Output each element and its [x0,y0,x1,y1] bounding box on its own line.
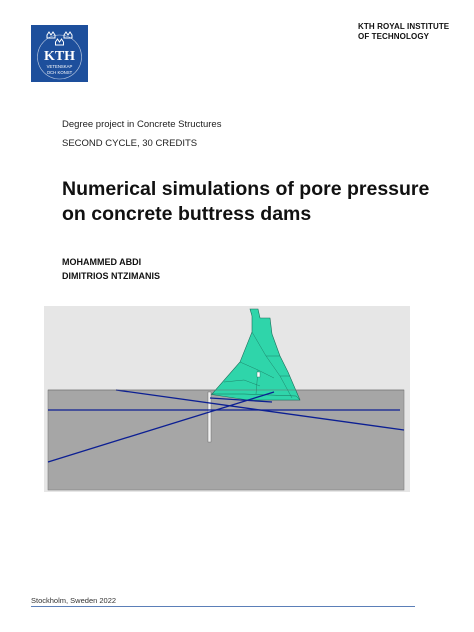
cycle-label: SECOND CYCLE, 30 CREDITS [62,138,198,149]
institution-line1: KTH ROYAL INSTITUTE [358,22,450,31]
footer-rule [31,606,415,607]
institution-line2: OF TECHNOLOGY [358,32,430,41]
dam-gallery [257,372,260,377]
logo-wordmark: KTH [43,49,76,64]
author-list [62,255,160,283]
logo-motto-line1: VETENSKAP [46,64,73,69]
crown-icon [31,25,88,82]
author-name: DIMITRIOS NTZIMANIS [62,271,160,281]
drainage-well [208,392,211,442]
degree-project-label: Degree project in Concrete Structures [62,119,222,130]
logo-motto-line2: OCH KONST [46,70,73,75]
author-name: MOHAMMED ABDI [62,257,142,267]
footer-location-year: Stockholm, Sweden 2022 [31,596,117,605]
thesis-title: Numerical simulations of pore pressure on concrete buttress dams [62,178,430,225]
kth-logo [31,25,88,82]
institution-name [358,22,449,42]
dam-simulation-figure [44,306,410,492]
